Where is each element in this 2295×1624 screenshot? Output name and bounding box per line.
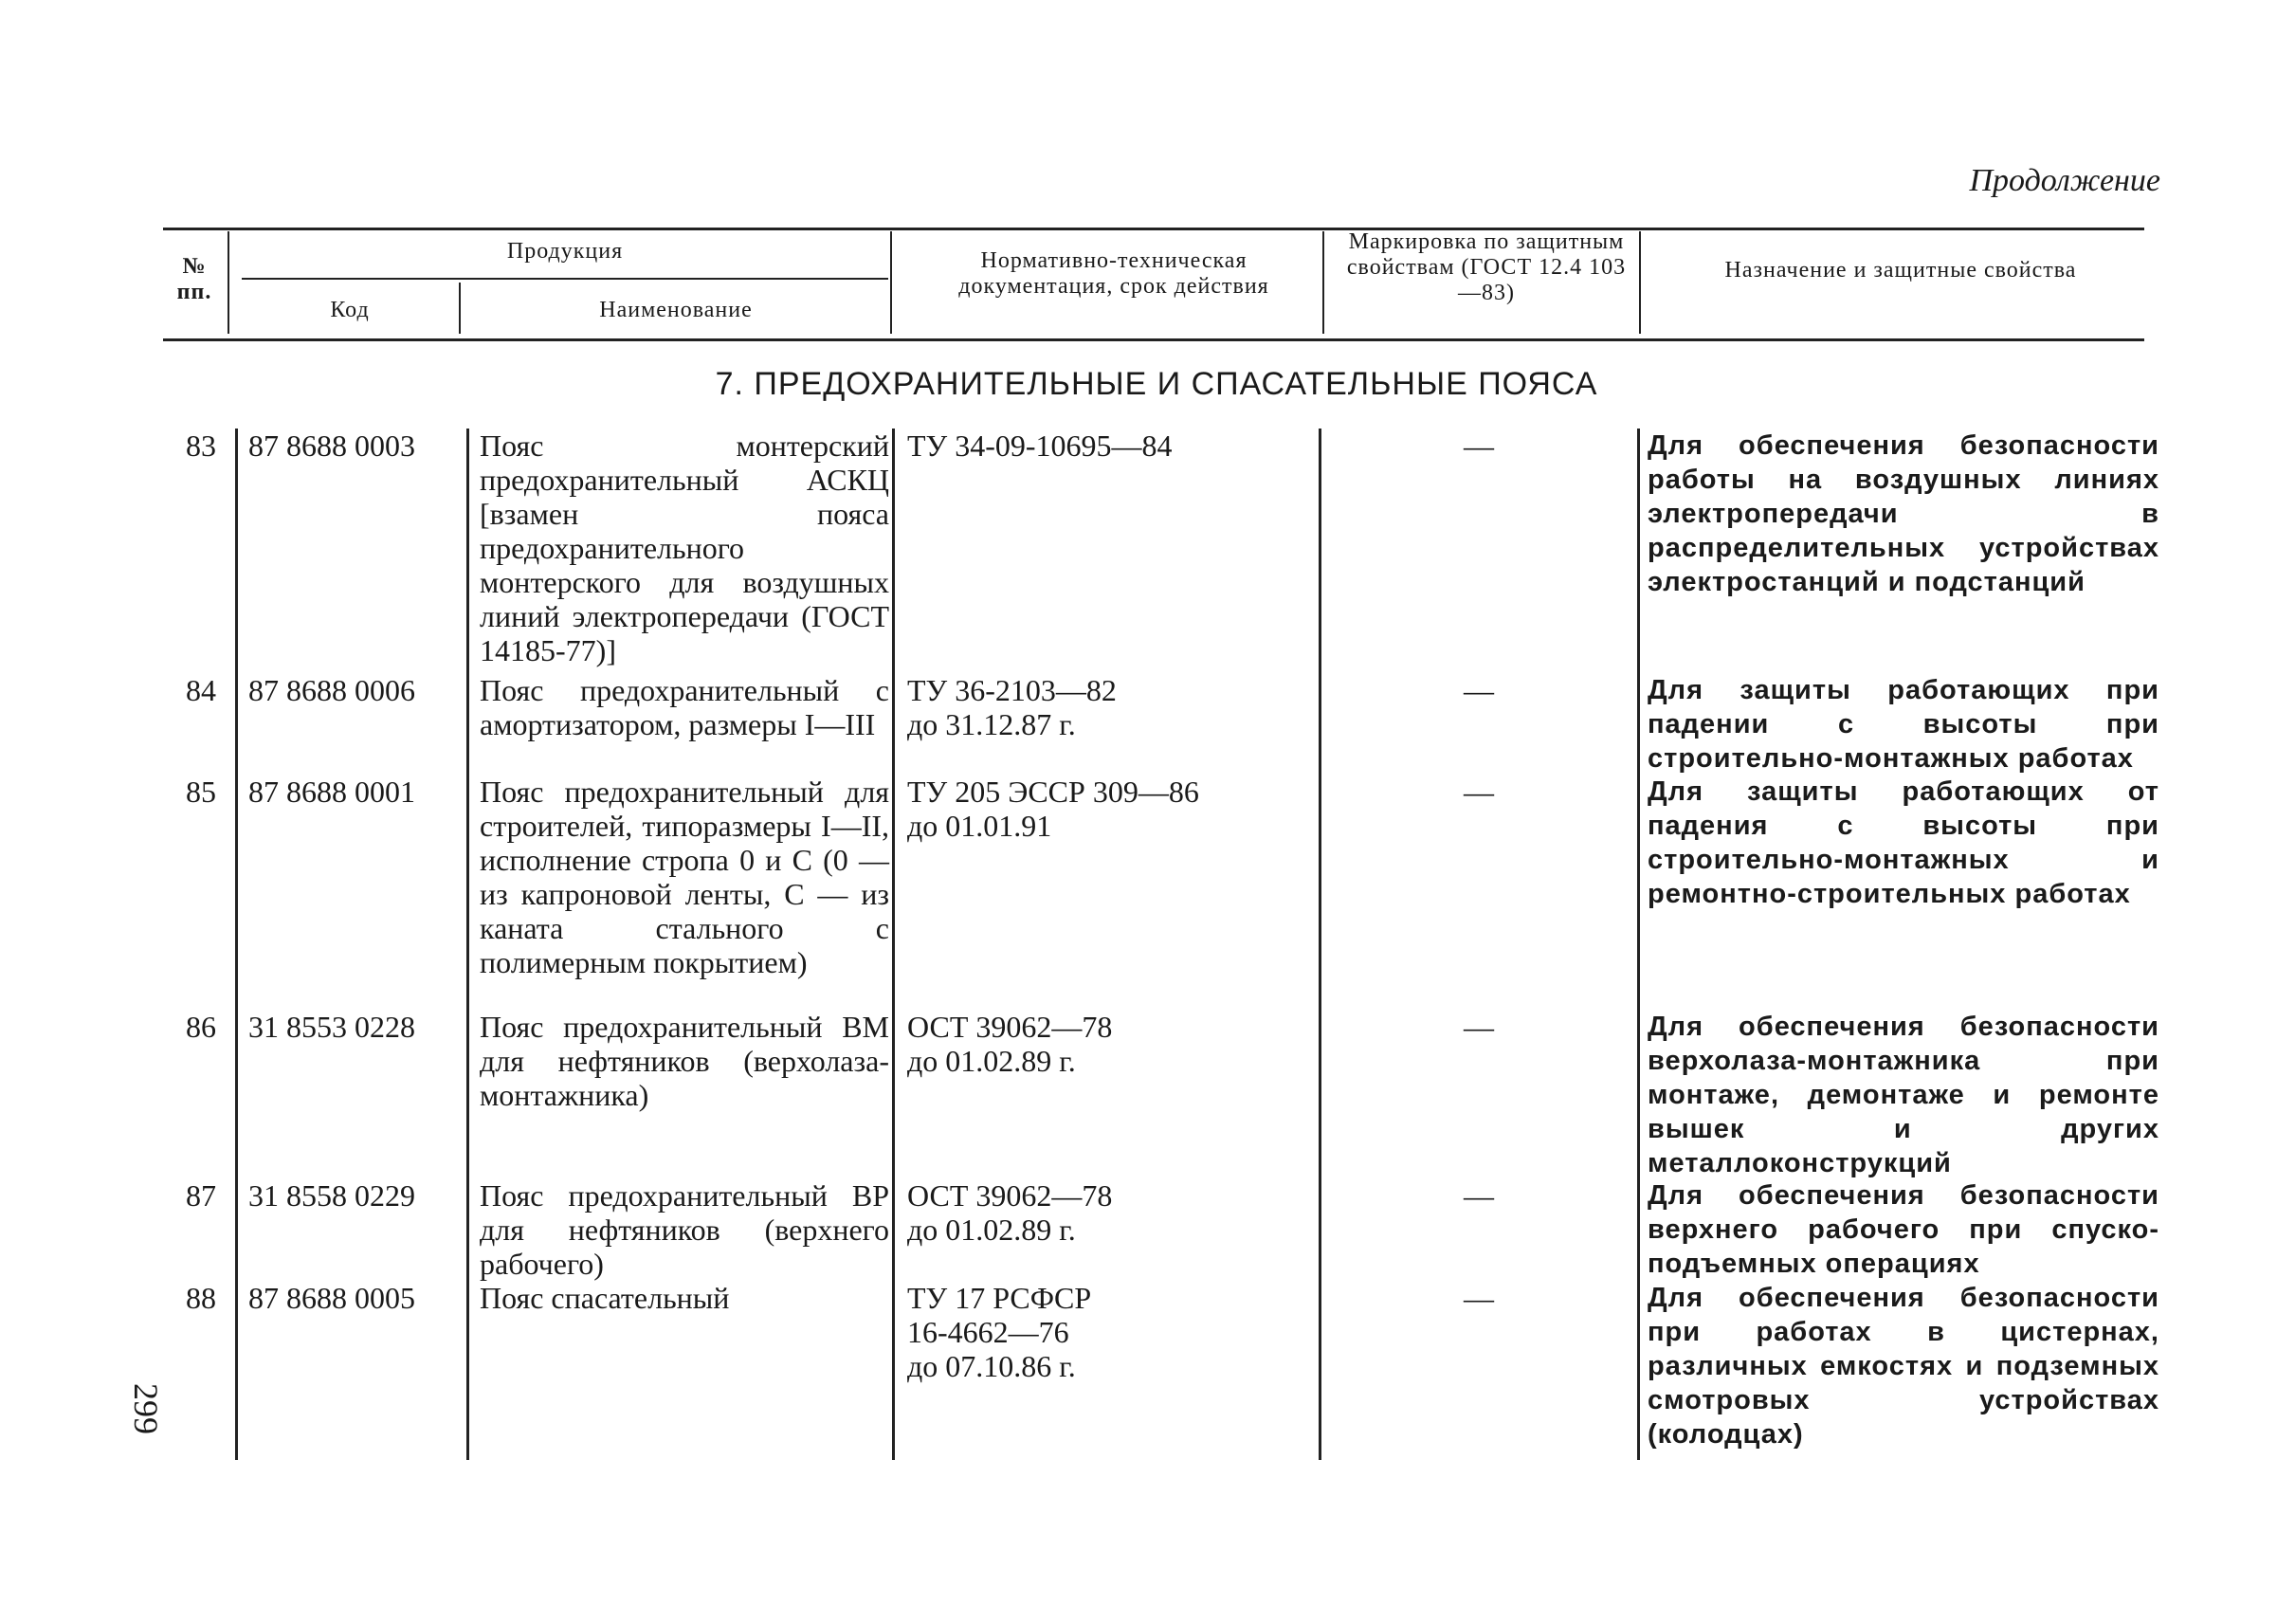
header-marking: Маркировка по защитным свойствам (ГОСТ 12.4 103—83) xyxy=(1346,229,1627,305)
row-documentation: ТУ 36-2103—82 до 31.12.87 г. xyxy=(907,673,1117,741)
row-marking: — xyxy=(1464,775,1494,809)
header-divider-no xyxy=(228,231,229,334)
body-divider-code xyxy=(466,429,469,1460)
row-number: 83 xyxy=(186,429,216,463)
header-bottom-rule xyxy=(163,338,2144,341)
header-divider-name xyxy=(890,231,892,334)
header-documentation: Нормативно-техническая документация, срок действия xyxy=(958,248,1269,299)
row-number: 88 xyxy=(186,1281,216,1315)
row-documentation: ОСТ 39062—78 до 01.02.89 г. xyxy=(907,1010,1113,1078)
row-purpose: Для защиты работающих при падении с высоты при строительно-монтажных работах xyxy=(1648,675,2159,774)
header-divider-mark xyxy=(1639,231,1641,334)
row-marking: — xyxy=(1464,429,1494,463)
row-documentation: ТУ 34-09-10695—84 xyxy=(907,429,1173,463)
row-name: Пояс спасательный xyxy=(480,1281,730,1315)
row-name: Пояс предохранительный ВР для нефтяников (верхнего рабочего) xyxy=(480,1178,889,1281)
row-documentation: ОСТ 39062—78 до 01.02.89 г. xyxy=(907,1178,1113,1247)
row-number: 85 xyxy=(186,775,216,809)
row-purpose: Для обеспечения безопасности работы на воздушных линиях электропередачи в распределительных устройствах электростанций и подстанций xyxy=(1648,430,2159,597)
row-name: Пояс предохранительный ВМ для нефтяников (верхолаза-монтажника) xyxy=(480,1010,889,1112)
body-divider-doc xyxy=(1319,429,1321,1460)
header-name: Наименование xyxy=(599,298,753,322)
row-code: 87 8688 0005 xyxy=(248,1281,415,1315)
header-no: № пп. xyxy=(176,254,212,304)
header-purpose: Назначение и защитные свойства xyxy=(1724,258,2077,283)
row-purpose: Для обеспечения безопасности при работах в цистернах, различных емкостях и подземных смотровых устройствах (колодцах) xyxy=(1648,1283,2159,1450)
product-subheader-rule xyxy=(242,278,888,280)
row-code: 87 8688 0006 xyxy=(248,673,415,707)
header-divider-code xyxy=(459,283,461,334)
row-number: 84 xyxy=(186,673,216,707)
row-code: 87 8688 0003 xyxy=(248,429,415,463)
row-name: Пояс предохранительный с амортизатором, размеры I—III xyxy=(480,673,889,741)
body-divider-mark xyxy=(1637,429,1640,1460)
table-top-rule xyxy=(163,228,2144,230)
row-name: Пояс предохранительный для строителей, типоразмеры I—II, исполнение стропа 0 и С (0 — из капроновой ленты, С — из каната стального с полимерным покрытием) xyxy=(480,775,889,979)
row-purpose: Для защиты работающих от падения с высоты при строительно-монтажных и ремонтно-строительных работах xyxy=(1648,776,2159,909)
continuation-label: Продолжение xyxy=(1969,163,2160,198)
row-documentation: ТУ 205 ЭССР 309—86 до 01.01.91 xyxy=(907,775,1199,843)
row-marking: — xyxy=(1464,1178,1494,1213)
row-code: 31 8558 0229 xyxy=(248,1178,415,1213)
header-code: Код xyxy=(330,298,370,322)
body-divider-no xyxy=(235,429,238,1460)
row-marking: — xyxy=(1464,1010,1494,1044)
body-divider-name xyxy=(892,429,895,1460)
row-code: 87 8688 0001 xyxy=(248,775,415,809)
section-title: 7. ПРЕДОХРАНИТЕЛЬНЫЕ И СПАСАТЕЛЬНЫЕ ПОЯСА xyxy=(715,366,1598,402)
header-divider-doc xyxy=(1322,231,1324,334)
page-number: 299 xyxy=(127,1383,165,1434)
header-product: Продукция xyxy=(506,239,624,264)
row-purpose: Для обеспечения безопасности верхолаза-монтажника при монтаже, демонтаже и ремонте вышек и других металлоконструкций xyxy=(1648,1012,2159,1178)
row-name: Пояс монтерский предохранительный АСКЦ [взамен пояса предохранительного монтерского для воздушных линий электропередачи (ГОСТ 14185-77)] xyxy=(480,429,889,667)
row-number: 86 xyxy=(186,1010,216,1044)
row-documentation: ТУ 17 РСФСР 16-4662—76 до 07.10.86 г. xyxy=(907,1281,1092,1383)
row-marking: — xyxy=(1464,1281,1494,1315)
row-marking: — xyxy=(1464,673,1494,707)
row-code: 31 8553 0228 xyxy=(248,1010,415,1044)
row-purpose: Для обеспечения безопасности верхнего рабочего при спуско-подъемных операциях xyxy=(1648,1180,2159,1279)
row-number: 87 xyxy=(186,1178,216,1213)
